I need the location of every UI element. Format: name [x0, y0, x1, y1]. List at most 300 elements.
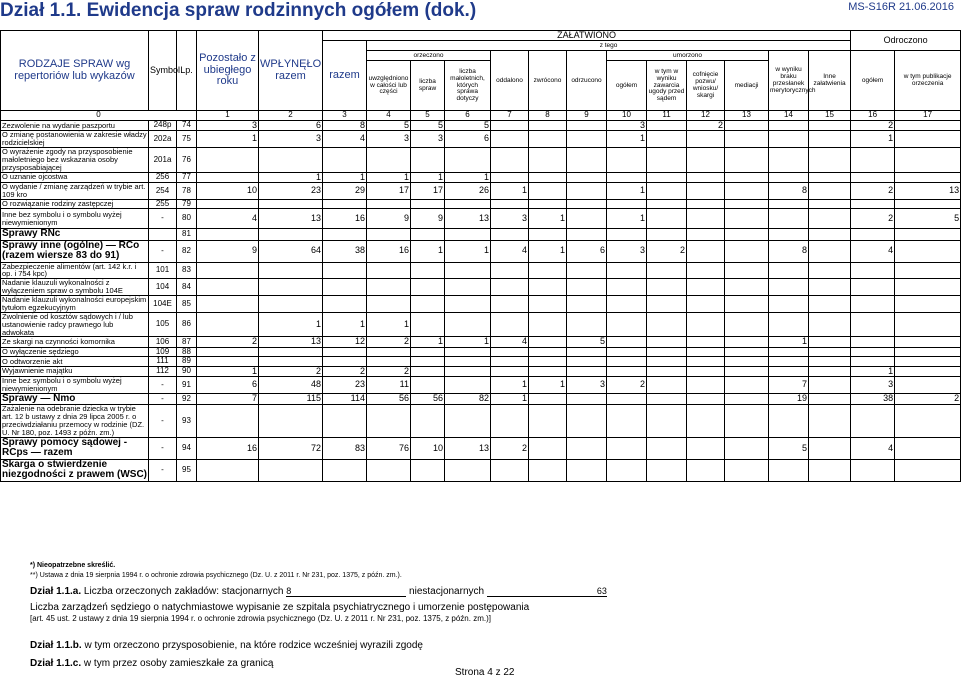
- section-1-1-a-line2: Liczba zarządzeń sędziego o natychmiastowe wypisanie ze szpitala psychiatrycznego i umorzenie postępowania: [30, 602, 530, 613]
- cell-value: [567, 459, 607, 481]
- cell-value: [529, 393, 567, 405]
- cell-value: [445, 199, 491, 208]
- row-label: O zmianę postanowienia w zakresie władzy rodzicielskiej: [2, 130, 147, 148]
- cell-value: 1: [411, 172, 445, 182]
- cell-value: 8: [769, 183, 809, 200]
- column-number: 16: [851, 111, 895, 120]
- cell-value: [809, 347, 851, 356]
- cell-value: [529, 199, 567, 208]
- col-mediacji: mediacji: [725, 61, 769, 111]
- cell-value: [809, 366, 851, 376]
- cell-value: [647, 377, 687, 394]
- row-symbol: -: [149, 405, 177, 438]
- table-row: [1, 459, 961, 481]
- column-number: 3: [323, 111, 367, 120]
- cell-value: [491, 199, 529, 208]
- cell-value: 4: [323, 131, 367, 148]
- cell-value: [769, 357, 809, 366]
- cell-value: [259, 279, 323, 296]
- cell-value: 4: [491, 337, 529, 347]
- cell-value: [895, 262, 961, 279]
- cell-value: [851, 405, 895, 438]
- section-1-1-c: Dział 1.1.c. w tym przez osoby zamieszkałe za granicą: [30, 658, 274, 669]
- cell-value: [725, 120, 769, 130]
- cell-value: 13: [259, 337, 323, 347]
- cell-value: [607, 393, 647, 405]
- row-label: Skarga o stwierdzenie niezgodności z prawem (WSC): [2, 458, 148, 481]
- cell-value: [687, 262, 725, 279]
- cell-value: 1: [197, 131, 259, 148]
- table-row: [1, 279, 961, 296]
- cell-value: [809, 337, 851, 347]
- cell-value: [647, 148, 687, 173]
- cell-value: 5: [411, 120, 445, 130]
- cell-value: [687, 172, 725, 182]
- section-1-1-a: Dział 1.1.a. Liczba orzeczonych zakładów: stacjonarnych 8 niestacjonarnych 63: [30, 586, 607, 597]
- cell-value: 5: [367, 120, 411, 130]
- cell-value: [725, 279, 769, 296]
- cell-value: [567, 120, 607, 130]
- cell-value: [687, 209, 725, 229]
- cell-value: [567, 296, 607, 313]
- cell-value: [851, 229, 895, 241]
- cell-value: [567, 262, 607, 279]
- page-title: Dział 1.1. Ewidencja spraw rodzinnych ogółem (dok.): [0, 0, 477, 21]
- row-symbol: -: [149, 240, 177, 262]
- cell-value: [491, 262, 529, 279]
- row-label: Sprawy inne (ogólne) — RCo (razem wiersze 83 do 91): [1, 240, 149, 262]
- column-number: 15: [809, 111, 851, 120]
- cell-value: 4: [491, 240, 529, 262]
- row-symbol: 104E: [149, 296, 177, 313]
- cell-value: [647, 262, 687, 279]
- cell-value: [607, 459, 647, 481]
- cell-value: 13: [259, 209, 323, 229]
- cell-value: 23: [323, 377, 367, 394]
- cell-value: [895, 229, 961, 241]
- cell-value: [607, 405, 647, 438]
- cell-value: [367, 347, 411, 356]
- cell-value: [687, 459, 725, 481]
- column-number: 1: [197, 111, 259, 120]
- cell-value: 1: [607, 131, 647, 148]
- row-lp: 89: [177, 357, 197, 366]
- row-lp: 74: [177, 120, 197, 130]
- cell-value: 1: [851, 366, 895, 376]
- cell-value: 1: [259, 312, 323, 337]
- table-row: [1, 172, 961, 182]
- row-symbol: -: [149, 209, 177, 229]
- cell-value: [567, 366, 607, 376]
- cell-value: [769, 279, 809, 296]
- cell-value: [895, 240, 961, 262]
- cell-value: [491, 172, 529, 182]
- cell-value: 1: [411, 337, 445, 347]
- cell-value: 76: [367, 437, 411, 459]
- cell-value: [411, 312, 445, 337]
- cell-value: [567, 279, 607, 296]
- cell-value: [529, 312, 567, 337]
- cell-value: [687, 240, 725, 262]
- cell-value: [567, 183, 607, 200]
- cell-value: [323, 148, 367, 173]
- cell-value: [567, 209, 607, 229]
- cell-value: [607, 199, 647, 208]
- cell-value: 4: [851, 437, 895, 459]
- cell-value: [647, 131, 687, 148]
- cell-value: [647, 405, 687, 438]
- row-symbol: [149, 229, 177, 241]
- cell-value: 1: [529, 209, 567, 229]
- cell-value: [687, 393, 725, 405]
- cell-value: [895, 347, 961, 356]
- cell-value: [809, 377, 851, 394]
- table-body: [1, 120, 961, 481]
- cell-value: 5: [895, 209, 961, 229]
- cell-value: [647, 279, 687, 296]
- cell-value: [607, 347, 647, 356]
- cell-value: [687, 199, 725, 208]
- cell-value: [367, 296, 411, 313]
- cell-value: [259, 347, 323, 356]
- col-cofniecia: cofnięcie pozwu/ wniosku/ skargi: [687, 61, 725, 111]
- row-symbol: 112: [149, 366, 177, 376]
- cell-value: [529, 405, 567, 438]
- cell-value: [491, 148, 529, 173]
- cell-value: [687, 357, 725, 366]
- col-wplynelo: WPŁYNĘŁO razem: [259, 31, 323, 111]
- column-number: 12: [687, 111, 725, 120]
- row-lp: 76: [177, 148, 197, 173]
- cell-value: 6: [567, 240, 607, 262]
- cell-value: [197, 312, 259, 337]
- table-row: [1, 337, 961, 347]
- cell-value: [445, 148, 491, 173]
- cell-value: 5: [445, 120, 491, 130]
- column-number: 13: [725, 111, 769, 120]
- cell-value: 1: [851, 131, 895, 148]
- cell-value: [647, 209, 687, 229]
- col-odrzucono: odrzucono: [567, 51, 607, 111]
- cell-value: [491, 459, 529, 481]
- cell-value: [567, 131, 607, 148]
- cell-value: [895, 120, 961, 130]
- row-symbol: 106: [149, 337, 177, 347]
- cell-value: [529, 459, 567, 481]
- column-number: 2: [259, 111, 323, 120]
- column-number: 7: [491, 111, 529, 120]
- cell-value: 1: [367, 172, 411, 182]
- cell-value: 8: [769, 240, 809, 262]
- col-odroczono-ogolem: ogółem: [851, 51, 895, 111]
- cell-value: 1: [323, 312, 367, 337]
- row-label: O wyrażenie zgody na przysposobienie małoletniego bez wskazania osoby przysposabiającej: [1, 148, 149, 173]
- col-z-tego: z tego: [367, 41, 851, 51]
- cell-value: 9: [197, 240, 259, 262]
- cell-value: 2: [687, 120, 725, 130]
- cell-value: [687, 131, 725, 148]
- cell-value: 1: [607, 209, 647, 229]
- cell-value: 1: [491, 183, 529, 200]
- row-lp: 78: [177, 183, 197, 200]
- col-symbol: Symbol: [149, 31, 177, 111]
- cell-value: [725, 209, 769, 229]
- cell-value: [567, 347, 607, 356]
- cell-value: [647, 229, 687, 241]
- cell-value: [567, 393, 607, 405]
- cell-value: 1: [607, 183, 647, 200]
- cell-value: [197, 459, 259, 481]
- cell-value: [607, 357, 647, 366]
- row-lp: 80: [177, 209, 197, 229]
- cell-value: [851, 357, 895, 366]
- row-label: O rozwiązanie rodziny zastępczej: [1, 199, 149, 208]
- cell-value: [687, 437, 725, 459]
- cell-value: [769, 296, 809, 313]
- cell-value: 82: [445, 393, 491, 405]
- cell-value: [725, 347, 769, 356]
- cell-value: [769, 366, 809, 376]
- cell-value: [259, 199, 323, 208]
- row-lp: 92: [177, 393, 197, 405]
- cell-value: [323, 279, 367, 296]
- niestacjonarnych-label: niestacjonarnych: [409, 586, 485, 597]
- cell-value: 72: [259, 437, 323, 459]
- cell-value: [769, 148, 809, 173]
- row-label: Zabezpieczenie alimentów (art. 142 k.r. i op. i 754 kpc): [1, 262, 149, 279]
- column-number-row: [1, 111, 961, 120]
- cell-value: [725, 337, 769, 347]
- row-symbol: 256: [149, 172, 177, 182]
- cell-value: 3: [851, 377, 895, 394]
- cell-value: [197, 405, 259, 438]
- col-umorzono: umorzono: [607, 51, 769, 61]
- cell-value: [809, 240, 851, 262]
- cell-value: 13: [895, 183, 961, 200]
- row-symbol: -: [149, 437, 177, 459]
- cell-value: [647, 459, 687, 481]
- cell-value: [687, 337, 725, 347]
- section-1-1-a-line3: [art. 45 ust. 2 ustawy z dnia 19 sierpnia 1994 r. o ochronie zdrowia psychicznego (Dz. U. z 2011 r. Nr 231, poz. 1375, z późn. zm.)]: [30, 614, 491, 623]
- cell-value: [323, 459, 367, 481]
- table-row: [1, 240, 961, 262]
- cell-value: [367, 229, 411, 241]
- cell-value: [725, 405, 769, 438]
- cell-value: 1: [445, 240, 491, 262]
- cell-value: [769, 312, 809, 337]
- table-row: [1, 296, 961, 313]
- row-lp: 90: [177, 366, 197, 376]
- cell-value: [851, 337, 895, 347]
- cell-value: [769, 172, 809, 182]
- cell-value: [411, 279, 445, 296]
- cell-value: [259, 357, 323, 366]
- column-number: 0: [1, 111, 197, 120]
- row-label: O odtworzenie akt: [1, 357, 149, 366]
- column-number: 9: [567, 111, 607, 120]
- cell-value: 16: [323, 209, 367, 229]
- cell-value: [895, 366, 961, 376]
- row-lp: 85: [177, 296, 197, 313]
- table-row: [1, 148, 961, 173]
- section-1-1-b: Dział 1.1.b. w tym orzeczono przysposobienie, na które rodzice wcześniej wyrazili zgodę: [30, 640, 423, 651]
- cell-value: [567, 229, 607, 241]
- cell-value: [411, 347, 445, 356]
- row-lp: 82: [177, 240, 197, 262]
- cell-value: [445, 357, 491, 366]
- cell-value: [367, 357, 411, 366]
- cell-value: [769, 347, 809, 356]
- row-lp: 88: [177, 347, 197, 356]
- col-uwzgledniono: uwzględniono w całości lub części: [367, 61, 411, 111]
- cell-value: [687, 279, 725, 296]
- row-label: Sprawy pomocy sądowej - RCps — razem: [1, 437, 149, 459]
- cell-value: 56: [411, 393, 445, 405]
- cell-value: [607, 279, 647, 296]
- cell-value: [567, 199, 607, 208]
- row-label: Zezwolenie na wydanie paszportu: [1, 120, 149, 130]
- cell-value: 4: [851, 240, 895, 262]
- cell-value: 2: [851, 209, 895, 229]
- cell-value: [895, 377, 961, 394]
- cell-value: 38: [851, 393, 895, 405]
- col-w-tym-w-wyniku: w tym w wyniku: [654, 67, 679, 82]
- cell-value: [725, 240, 769, 262]
- cell-value: [647, 296, 687, 313]
- row-lp: 95: [177, 459, 197, 481]
- cell-value: [491, 347, 529, 356]
- cell-value: [647, 199, 687, 208]
- cell-value: 16: [367, 240, 411, 262]
- row-symbol: 248p: [149, 120, 177, 130]
- cell-value: 10: [411, 437, 445, 459]
- cell-value: [647, 337, 687, 347]
- cell-value: [687, 312, 725, 337]
- cell-value: [529, 366, 567, 376]
- cell-value: [809, 183, 851, 200]
- cell-value: [445, 229, 491, 241]
- cell-value: 2: [851, 120, 895, 130]
- cell-value: [725, 296, 769, 313]
- table-row: [1, 120, 961, 130]
- column-number: 8: [529, 111, 567, 120]
- row-symbol: -: [149, 459, 177, 481]
- cell-value: [491, 312, 529, 337]
- col-zalatwiono: ZAŁATWIONO: [323, 31, 851, 41]
- row-label: Sprawy — Nmo: [1, 393, 149, 405]
- col-umorzono-ogolem: ogółem: [607, 61, 647, 111]
- cell-value: [259, 262, 323, 279]
- cell-value: [607, 296, 647, 313]
- cell-value: [607, 366, 647, 376]
- cell-value: [197, 347, 259, 356]
- cell-value: [529, 437, 567, 459]
- row-label: Inne bez symbolu i o symbolu wyżej niewymienionym: [1, 377, 149, 394]
- cell-value: [259, 405, 323, 438]
- cell-value: [725, 312, 769, 337]
- cell-value: [445, 262, 491, 279]
- cell-value: [567, 148, 607, 173]
- cell-value: [197, 172, 259, 182]
- cell-value: [647, 347, 687, 356]
- cell-value: [323, 229, 367, 241]
- row-symbol: 254: [149, 183, 177, 200]
- cell-value: [725, 262, 769, 279]
- footnote-1: *) Nieopatrzebne skreślić.: [30, 562, 116, 569]
- cell-value: [197, 296, 259, 313]
- cell-value: [809, 229, 851, 241]
- cell-value: [687, 183, 725, 200]
- cell-value: [197, 229, 259, 241]
- cell-value: [851, 312, 895, 337]
- cell-value: 5: [567, 337, 607, 347]
- cell-value: 29: [323, 183, 367, 200]
- cell-value: 19: [769, 393, 809, 405]
- cell-value: [809, 148, 851, 173]
- cell-value: [567, 357, 607, 366]
- cell-value: [769, 199, 809, 208]
- cell-value: [445, 459, 491, 481]
- cell-value: [809, 262, 851, 279]
- cell-value: [809, 279, 851, 296]
- cell-value: [411, 405, 445, 438]
- cell-value: [411, 357, 445, 366]
- row-lp: 84: [177, 279, 197, 296]
- cell-value: 56: [367, 393, 411, 405]
- cell-value: 48: [259, 377, 323, 394]
- cell-value: [895, 437, 961, 459]
- cell-value: [323, 405, 367, 438]
- cell-value: [529, 148, 567, 173]
- cell-value: [809, 131, 851, 148]
- cell-value: [445, 279, 491, 296]
- cell-value: [411, 459, 445, 481]
- table-row: [1, 357, 961, 366]
- row-symbol: 255: [149, 199, 177, 208]
- cell-value: [725, 229, 769, 241]
- cell-value: 3: [491, 209, 529, 229]
- cell-value: [411, 148, 445, 173]
- cell-value: [197, 279, 259, 296]
- row-label: Ze skargi na czynności komornika: [1, 337, 149, 347]
- cell-value: [851, 199, 895, 208]
- column-number: 11: [647, 111, 687, 120]
- cell-value: [895, 405, 961, 438]
- col-lp: Lp.: [177, 31, 197, 111]
- table-row: [1, 312, 961, 337]
- cell-value: 3: [607, 120, 647, 130]
- col-inne: Inne załatwienia: [809, 51, 851, 111]
- row-label: O wyłączenie sędziego: [1, 347, 149, 356]
- cell-value: [607, 148, 647, 173]
- page-number: Strona 4 z 22: [455, 667, 515, 678]
- cell-value: [809, 120, 851, 130]
- cell-value: [323, 357, 367, 366]
- cell-value: [647, 357, 687, 366]
- cell-value: [769, 229, 809, 241]
- cell-value: [809, 405, 851, 438]
- row-label: Inne bez symbolu i o symbolu wyżej niewymienionym: [1, 209, 149, 229]
- cell-value: 1: [367, 312, 411, 337]
- cell-value: 2: [367, 337, 411, 347]
- cell-value: [809, 296, 851, 313]
- cell-value: 1: [259, 172, 323, 182]
- cell-value: [725, 377, 769, 394]
- column-number: 14: [769, 111, 809, 120]
- table-row: [1, 437, 961, 459]
- cell-value: [809, 357, 851, 366]
- row-symbol: 101: [149, 262, 177, 279]
